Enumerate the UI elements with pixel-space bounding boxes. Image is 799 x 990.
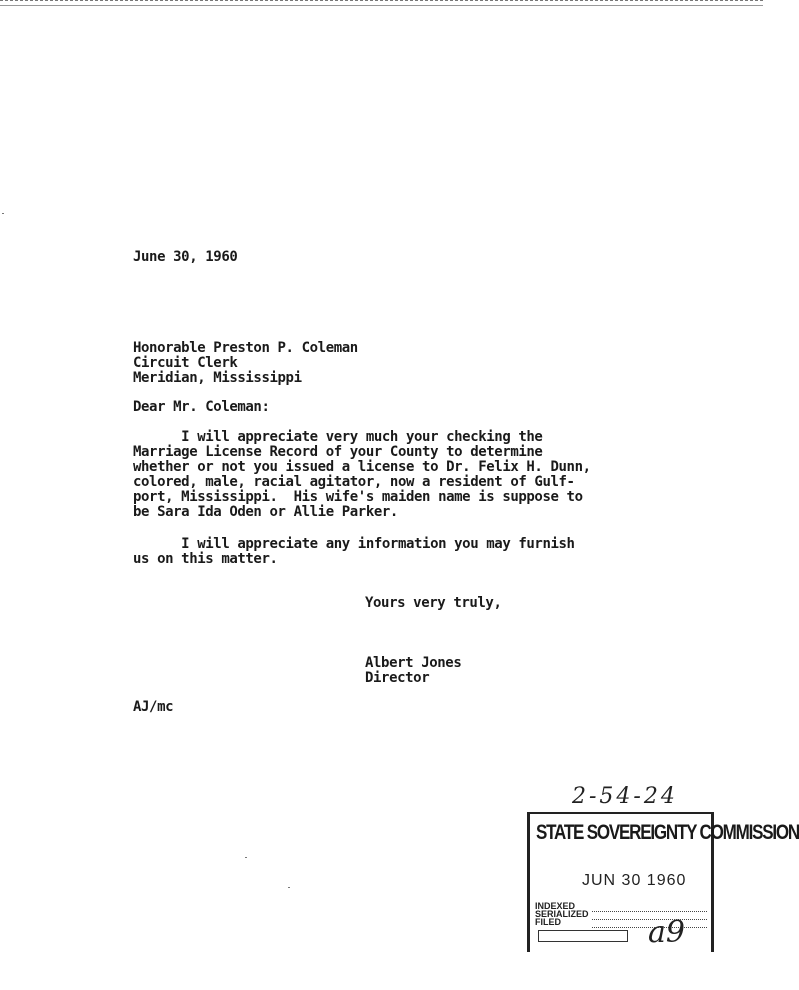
body-line: port, Mississippi. His wife's maiden name is suppose to [133, 489, 583, 505]
recipient-title: Circuit Clerk [133, 355, 238, 371]
stamp-agency-name: STATE SOVEREIGNTY COMMISSION [536, 820, 799, 844]
body-line: us on this matter. [133, 551, 278, 567]
reference-initials: AJ/mc [133, 699, 174, 715]
paper-speck [2, 213, 4, 214]
recipient-name: Honorable Preston P. Coleman [133, 340, 358, 356]
stamp-field-indexed: INDEXED [535, 901, 576, 911]
signer-name: Albert Jones [365, 655, 462, 671]
paper-speck [288, 887, 290, 888]
recipient-address [133, 341, 358, 386]
commission-received-stamp [527, 812, 799, 952]
page-top-border [0, 0, 763, 6]
body-line: I will appreciate very much your checking the [133, 429, 543, 445]
stamp-field-serialized: SERIALIZED [535, 909, 589, 919]
signer-title: Director [365, 670, 430, 686]
handwritten-file-number: 2-54-24 [572, 784, 678, 809]
recipient-location: Meridian, Mississippi [133, 370, 302, 386]
letter-date: June 30, 1960 [133, 249, 238, 265]
stamp-date: JUN 30 1960 [582, 872, 687, 889]
stamp-field-filed: FILED [535, 917, 561, 927]
salutation: Dear Mr. Coleman: [133, 399, 270, 415]
handwritten-initials: a9 [648, 915, 685, 950]
body-line: colored, male, racial agitator, now a resident of Gulf- [133, 474, 575, 490]
body-line: be Sara Ida Oden or Allie Parker. [133, 504, 398, 520]
body-line: Marriage License Record of your County to determine [133, 444, 543, 460]
body-line: I will appreciate any information you may furnish [133, 536, 575, 552]
complimentary-close: Yours very truly, [365, 595, 502, 611]
body-paragraph-1 [133, 430, 591, 520]
paper-speck [245, 857, 247, 858]
signature-block [365, 656, 461, 686]
stamp-dotted-line [592, 911, 707, 912]
body-line: whether or not you issued a license to Dr. Felix H. Dunn, [133, 459, 591, 475]
stamp-entry-box [538, 930, 628, 942]
body-paragraph-2 [133, 537, 575, 567]
